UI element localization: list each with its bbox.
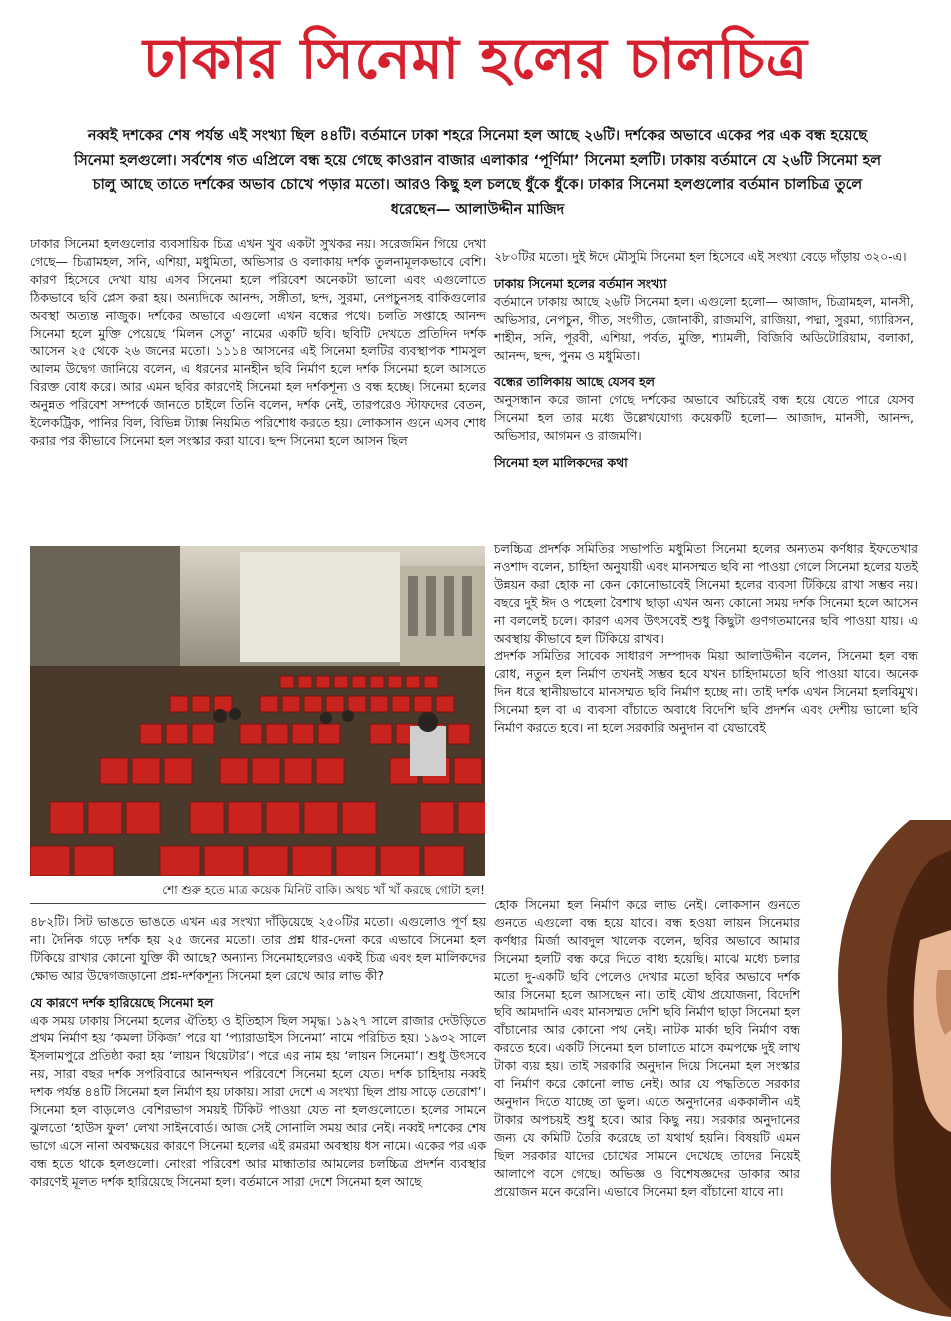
paragraph: ২৮০টির মতো। দুই ঈদে মৌসুমি সিনেমা হল হিসেবে এই সংখ্যা বেড়ে দাঁড়ায় ৩২০-এ। [494,249,907,264]
woman-portrait-image [800,820,951,1317]
text: চলচ্চিত্র প্রদর্শক সমিতির সভাপতি মধুমিতা সিনেমা হলের অন্যতম কর্ণধার ইফতেখার নওশাদ বলেন, চাহিদা অনুযায়ী এবং মানসম্মত ছবি না পাওয়া গেলে সিনেমা হলের যতই উন্নয়ন করা হোক না কেন কোনোভাবেই সিনেমা হলের ব্যবসা টিকিয়ে রাখা সম্ভব নয়। বছরে দুই ঈদ ও পহেলা বৈশাখ ছাড়া এখন অন্য কোনো সময় দর্শক সিনেমা হলে আসেন না বললেই চলে। কারণ এসব উৎসবেই শুধু কিছুটা গুণগতমানের ছবি পাওয়া যায়। এ অবস্থায় কীভাবে হল টিকিয়ে রাখব। [494,541,918,646]
paragraph: প্রদর্শক সমিতির সাবেক সাধারণ সম্পাদক মিয়া আলাউদ্দীন বলেন, সিনেমা হল বন্ধ রোধ, নতুন হল নির্মাণ তখনই সম্ভব হবে যখন চাহিদামতো ছবি পাওয়া যাবে। অনেক দিন ধরে স্থানীয়ভাবে মানসম্মত ছবি নির্মাণ হচ্ছে না। তাই দর্শক এখন সিনেমা হলবিমুখ। সিনেমা হল বা এ ব্যবসা বাঁচাতে অবাধে বিদেশি ছবি প্রদর্শন এবং দেশীয় ভালো ছবি নির্মাণ করতে হবে। না হলে সরকারি অনুদান বা যেভাবেই [494,648,918,736]
column-intro [30,235,486,450]
lede [70,124,885,222]
paragraph: বর্তমানে ঢাকায় আছে ২৬টি সিনেমা হল। এগুলো হলো— আজাদ, চিত্রামহল, মানসী, অভিসার, নেপচুন, গীত, সংগীত, জোনাকী, রাজমণি, রাজিয়া, পদ্মা, সুরমা, গ্যারিসন, শাহীন, সনি, পূরবী, এশিয়া, পর্বত, মুক্তি, শ্যামলী, বিজিবি অডিটোরিয়াম, বলাকা, আনন্দ, ছন্দ, পুনম ও মধুমিতা। [494,293,914,363]
paragraph [494,540,918,647]
cinema-hall-illustration [30,546,485,876]
cinema-hall-photo [30,546,485,876]
column-hall-count [494,248,914,472]
woman-portrait-illustration [800,820,951,1317]
divider [30,903,486,904]
column-history [30,913,486,1191]
screen [240,552,400,662]
paragraph: অনুসন্ধান করে জানা গেছে দর্শকের অভাবে অচিরেই বন্ধ হয়ে যেতে পারে যেসব সিনেমা হল তার মধ্যে উল্লেখযোগ্য কয়েকটি হলো— আজাদ, মানসী, আনন্দ, অভিসার, আগমন ও রাজমণি। [494,392,914,444]
paragraph: ঢাকার সিনেমা হলগুলোর ব্যবসায়িক চিত্র এখন খুব একটা সুখকর নয়। সরেজমিন গিয়ে দেখা গেছে— চিত্রামহল, সনি, এশিয়া, মধুমিতা, অভিসার ও বলাকায় দর্শক তুলনামূলকভাবে বেশি। কারণ হিসেবে দেখা যায় এসব সিনেমা হলে পরিবেশ অনেকটা ভালো এবং এগুলোতে ঠিকভাবে ছবি প্লেস করা হয়। অন্যদিকে আনন্দ, সঙ্গীতা, ছন্দ, সুরমা, নেপচুনসহ বাকিগুলোর অবস্থা অত্যন্ত নাজুক। দর্শকের অভাবে এগুলো এখন বন্ধের পথে। চলতি সপ্তাহে আনন্দ সিনেমা হলে মুক্তি পেয়েছে ‘মিলন সেতু’ নামের একটি ছবি। ছবিটি দেখতে প্রতিদিন দর্শক আসেন ২৫ থেকে ২৬ জনের মতো। ১১১৪ আসনের এই সিনেমা হলটির ব্যবস্থাপক শামসুল আলম উদ্বেগ জানিয়ে বলেন, এ ধরনের মানহীন ছবি নির্মাণ হলে দর্শক সিনেমা হলে আসতে বিরক্ত বোধ করে। আর এমন ছবির কারণেই সিনেমা হল দর্শকশূন্য ও বন্ধ হচ্ছে। সিনেমা হলের অনুন্নত পরিবেশ সম্পর্কে জানতে চাইলে তিনি বলেন, দর্শক নেই, তারপরেও স্টাফদের বেতন, ইলেকট্রিক, পানির বিল, বিভিন্ন ট্যাক্স নিয়মিত পরিশোধ করতে হয়। লোকসান গুনে এসব শোধ করার পর কীভাবে সিনেমা হল সংস্কার করা যাবে। ছন্দ সিনেমা হলে আসন ছিল [30,236,486,448]
column-owners-continued [494,896,800,1200]
paragraph: হোক সিনেমা হল নির্মাণ করে লাভ নেই। লোকসান গুনতে গুনতে এগুলো বন্ধ হয়ে যাবে। বন্ধ হওয়া লায়ন সিনেমার কর্ণধার মির্জা আবদুল খালেক বলেন, ছবির অভাবে আমার সিনেমা হলটি বন্ধ করে দিতে বাধ্য হয়েছি। মাঝে মধ্যে চলার মতো দু-একটি ছবি পেলেও দেখার মতো ছবির অভাবে দর্শক আর সিনেমা হলে আসছেন না। তাই যৌথ প্রযোজনা, বিদেশি ছবি আমদানি এবং মানসম্মত দেশি ছবি নির্মাণ ছাড়া সিনেমা হল বাঁচানোর আর কোনো পথ নেই। নাটক মার্কা ছবি নির্মাণ বন্ধ করতে হবে। একটি সিনেমা হল চালাতে মাসে কমপক্ষে দুই লাখ টাকা ব্যয় হয়। তাই সরকারি অনুদান দিয়ে সিনেমা হল সংস্কার বা নির্মাণ করে কোনো লাভ নেই। আর যে পদ্ধতিতে সরকার অনুদান দিতে যাচ্ছে তা ভুল। এতে অনুদানের এককালীন এই টাকার অপচয়ই শুধু হবে। আর কিছু নয়। সরকার অনুদানের জন্য যে কমিটি তৈরি করেছে তা যথার্থ হয়নি। বিষয়টি এমন ছিল সরকার যাদের চোখের সামনে দেখেছে তাদের নিয়েই আলাপে বসে গেছে। অভিজ্ঞ ও বিশেষজ্ঞদের ডাকার আর প্রয়োজন মনে করেনি। এভাবে সিনেমা হল বাঁচানো যাবে না। [494,897,800,1199]
author-name: আলাউদ্দীন মাজিদ [455,201,565,218]
paragraph: এক সময় ঢাকায় সিনেমা হলের ঐতিহ্য ও ইতিহাস ছিল সমৃদ্ধ। ১৯২৭ সালে রাজার দেউড়িতে প্রথম নির্মাণ হয় ‘কমলা টকিজ’ পরে যা ‘প্যারাডাইস সিনেমা’ নামে পরিচিত হয়। ১৯৩২ সালে ইসলামপুরে প্রতিষ্ঠা করা হয় ‘লায়ন থিয়েটার’। পরে এর নাম হয় ‘লায়ন সিনেমা’। শুধু উৎসবে নয়, সারা বছর দর্শক সপরিবারে আনন্দঘন পরিবেশে সিনেমা হলে যেত। দর্শক চাহিদায় নব্বই দশক পর্যন্ত ৪৪টি সিনেমা হল নির্মাণ হয় ঢাকায়। সারা দেশে এ সংখ্যা ছিল প্রায় সাড়ে তেরোশ’। সিনেমা হল বাড়লেও বেশিরভাগ সময়ই টিকিট পাওয়া যেত না হলগুলোতে। হলের সামনে ঝুলতো ‘হাউস ফুল’ লেখা সাইনবোর্ড। আজ সেই সোনালি সময় আর নেই। নব্বই দশকের শেষ ভাগে এসে নানা অবক্ষয়ের কারণে সিনেমা হলের এই রমরমা অবস্থায় ধস নামে। একের পর এক বন্ধ হতে থাকে হলগুলো। নোংরা পরিবেশ আর মান্ধাতার আমলের চলচ্চিত্র প্রদর্শন ব্যবস্থার কারণেই মূলত দর্শক হারিয়েছে সিনেমা হল। বর্তমানে সারা দেশে সিনেমা হল আছে [30,1012,486,1189]
subheading-closing-list: বন্ধের তালিকায় আছে যেসব হল [494,374,655,390]
photo-caption: শো শুরু হতে মাত্র কয়েক মিনিট বাকি। অথচ খাঁ খাঁ করছে গোটা হল! [162,883,485,897]
subheading-current-count: ঢাকায় সিনেমা হলের বর্তমান সংখ্যা [494,275,667,291]
lede-text: নব্বই দশকের শেষ পর্যন্ত এই সংখ্যা ছিল ৪৪টি। বর্তমানে ঢাকা শহরে সিনেমা হল আছে ২৬টি। দর্শকের অভাবে একের পর এক বন্ধ হয়েছে সিনেমা হলগুলো। সর্বশেষ গত এপ্রিলে বন্ধ হয়ে গেছে কাওরান বাজার এলাকার ‘পূর্ণিমা’ সিনেমা হলটি। ঢাকায় বর্তমানে যে ২৬টি সিনেমা হল চালু আছে তাতে দর্শকের অভাব চোখে পড়ার মতো। আরও কিছু হল চলছে ধুঁকে ধুঁকে। ঢাকার সিনেমা হলগুলোর বর্তমান চালচিত্র তুলে ধরেছেন— [73,128,882,218]
paragraph: ৪৮২টি। সিট ভাঙতে ভাঙতে এখন এর সংখ্যা দাঁড়িয়েছে ২৫০টির মতো। এগুলোও পূর্ণ হয় না। দৈনিক গড়ে দর্শক হয় ২৫ জনের মতো। তার প্রশ্ন ধার-দেনা করে এভাবে সিনেমা হল টিকিয়ে রাখার কোনো যুক্তি কী আছে? অন্যান্য সিনেমাহলেরও একই চিত্র এবং হল মালিকদের ক্ষোভ আর উদ্বেগজড়ানো প্রশ্ন-দর্শকশূন্য সিনেমা হল রেখে আর লাভ কী? [30,914,486,983]
subheading-why-lost-audience: যে কারণে দর্শক হারিয়েছে সিনেমা হল [30,994,214,1010]
subheading-owners-words: সিনেমা হল মালিকদের কথা [494,455,628,471]
column-owners [494,540,918,737]
headline: ঢাকার সিনেমা হলের চালচিত্র [143,27,808,92]
